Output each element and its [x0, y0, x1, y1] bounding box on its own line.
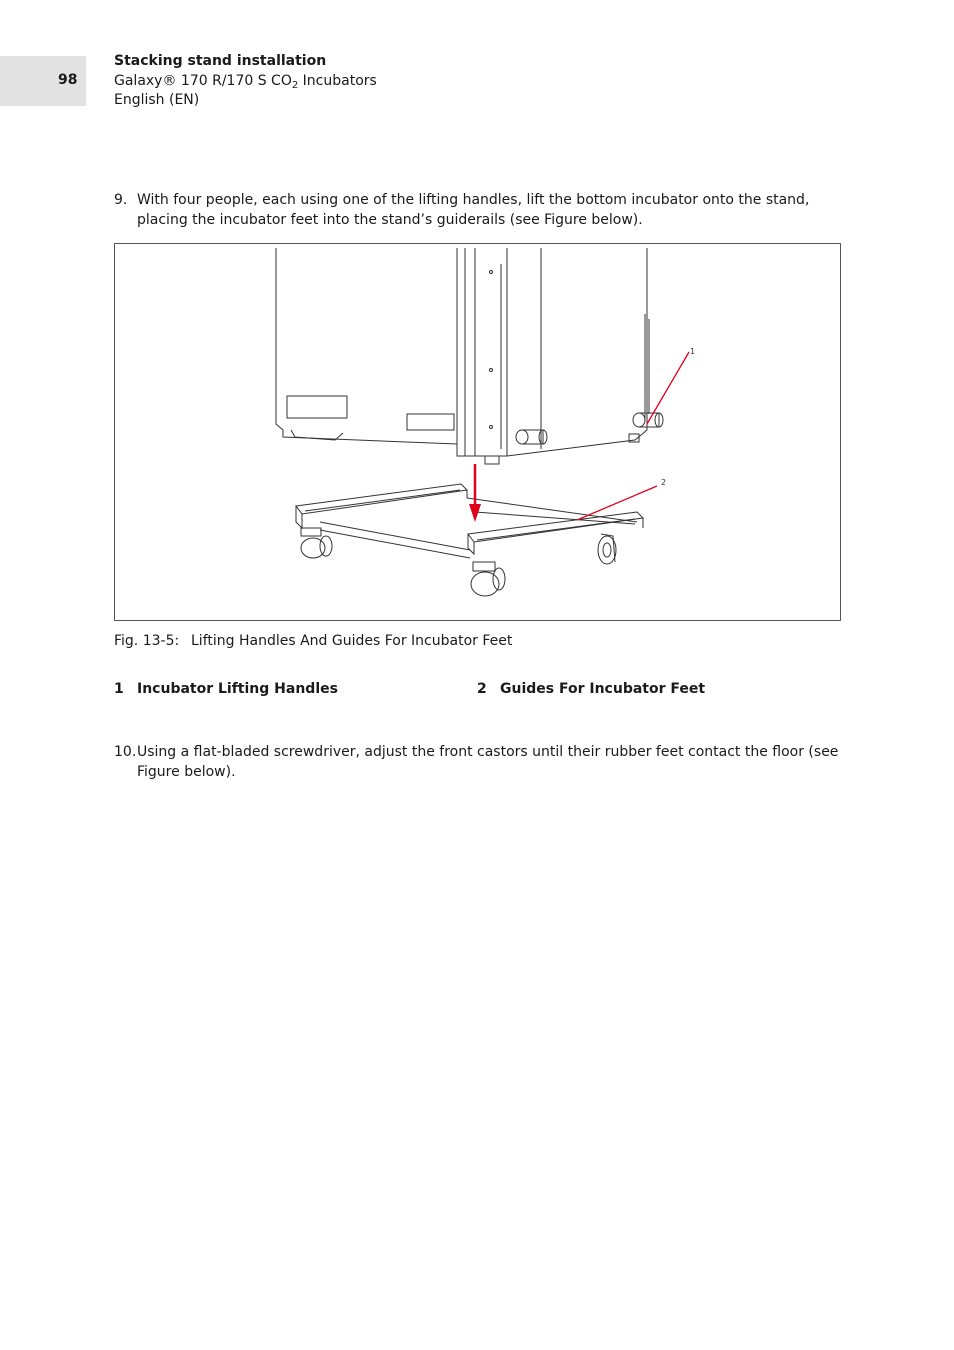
- figure-illustration: [114, 243, 841, 621]
- product-subscript: 2: [291, 79, 299, 91]
- castors: [301, 528, 616, 596]
- page-number: 98: [58, 72, 78, 88]
- caption-label: Fig. 13-5:: [114, 633, 180, 649]
- incubator-stand-drawing: [115, 244, 840, 620]
- product-suffix: Incubators: [298, 72, 377, 89]
- legend-number: 1: [114, 681, 124, 697]
- step-number: 9.: [114, 192, 128, 208]
- arrow-head: [469, 504, 481, 522]
- step-10: [114, 742, 844, 782]
- legend-number: 2: [477, 681, 487, 697]
- callout-1-label: 1: [690, 347, 696, 356]
- product-line: [114, 72, 377, 92]
- step-9: [114, 190, 844, 230]
- language-label: English (EN): [114, 92, 200, 108]
- legend-label: Incubator Lifting Handles: [137, 681, 338, 697]
- lifting-handles: [516, 413, 663, 444]
- caption-text: Lifting Handles And Guides For Incubator Feet: [191, 633, 513, 649]
- product-name: Galaxy® 170 R/170 S CO: [114, 72, 292, 89]
- callout-1-leader: [647, 352, 689, 424]
- section-title: Stacking stand installation: [114, 53, 327, 69]
- incubator-body: [276, 248, 649, 464]
- figure-caption: [114, 633, 512, 649]
- step-text: With four people, each using one of the lifting handles, lift the bottom incubator onto the stand, placing the incubator feet into the stand’s guiderails (see Figure below).: [137, 192, 810, 228]
- step-number: 10.: [114, 744, 137, 760]
- legend-item-1: [114, 681, 338, 697]
- callout-2-label: 2: [661, 478, 667, 487]
- stacking-stand: [296, 484, 643, 558]
- step-text: Using a flat-bladed screwdriver, adjust the front castors until their rubber feet contact the floor (see Figure below).: [137, 744, 839, 780]
- legend-label: Guides For Incubator Feet: [500, 681, 706, 697]
- legend-item-2: [477, 681, 705, 697]
- running-header: [114, 52, 377, 111]
